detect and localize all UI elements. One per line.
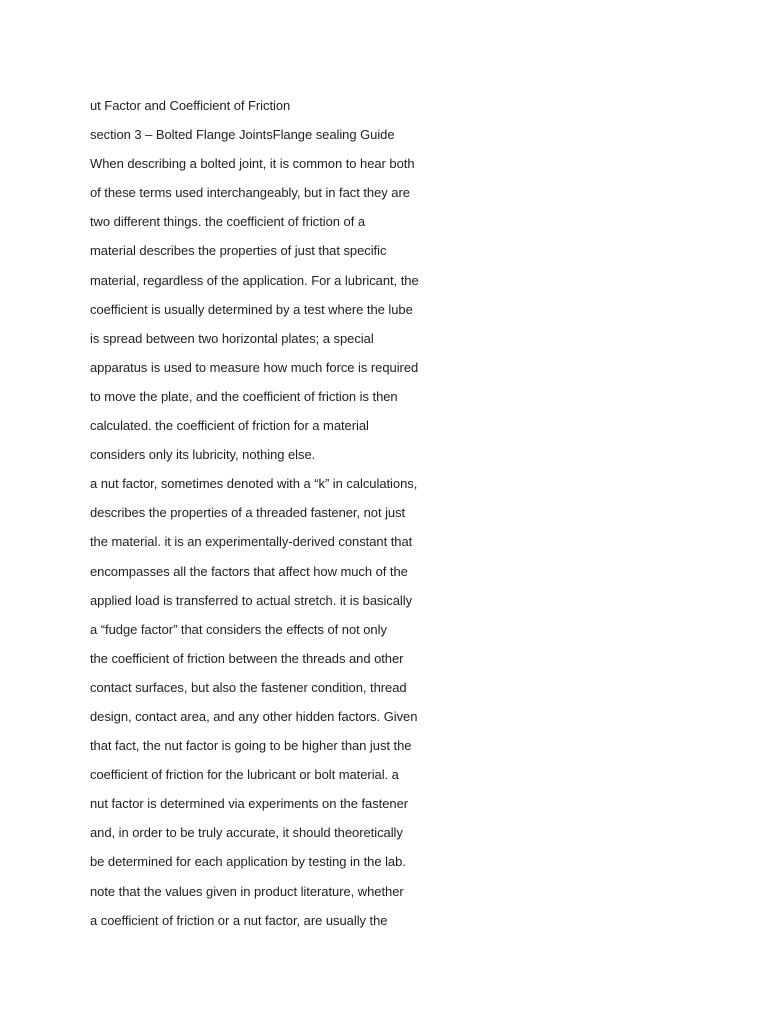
text-line: considers only its lubricity, nothing else. (90, 447, 316, 463)
text-line: design, contact area, and any other hidden factors. Given (90, 708, 418, 724)
text-line: describes the properties of a threaded fastener, not just (90, 505, 406, 521)
text-line: two different things. the coefficient of friction of a (90, 214, 366, 230)
text-line: a nut factor, sometimes denoted with a “k” in calculations, (90, 476, 418, 492)
text-line: coefficient of friction for the lubricant or bolt material. a (90, 767, 399, 783)
text-line: a coefficient of friction or a nut factor, are usually the (90, 912, 388, 928)
text-line: coefficient is usually determined by a test where the lube (90, 301, 413, 317)
text-line: apparatus is used to measure how much force is required (90, 359, 419, 375)
text-line: be determined for each application by testing in the lab. (90, 854, 406, 870)
text-line: note that the values given in product literature, whether (90, 883, 404, 899)
text-line: the material. it is an experimentally-derived constant that (90, 534, 413, 550)
text-line: encompasses all the factors that affect how much of the (90, 563, 408, 579)
text-line: When describing a bolted joint, it is common to hear both (90, 156, 415, 172)
document-text (90, 91, 450, 935)
text-line: nut factor is determined via experiments on the fastener (90, 796, 409, 812)
document-title: ut Factor and Coefficient of Friction (90, 98, 291, 113)
text-line: that fact, the nut factor is going to be higher than just the (90, 738, 412, 754)
text-line: applied load is transferred to actual stretch. it is basically (90, 592, 413, 608)
text-line: material, regardless of the application. For a lubricant, the (90, 272, 419, 288)
text-line: of these terms used interchangeably, but in fact they are (90, 185, 410, 201)
text-line: to move the plate, and the coefficient of friction is then (90, 388, 398, 404)
text-line: material describes the properties of just that specific (90, 243, 387, 259)
text-line: contact surfaces, but also the fastener condition, thread (90, 679, 407, 695)
text-line: calculated. the coefficient of friction for a material (90, 418, 369, 434)
text-line: a “fudge factor” that considers the effects of not only (90, 621, 387, 637)
text-line: is spread between two horizontal plates; a special (90, 330, 374, 346)
text-line: and, in order to be truly accurate, it should theoretically (90, 825, 403, 841)
section-heading: section 3 – Bolted Flange JointsFlange sealing Guide (90, 127, 395, 143)
text-line: the coefficient of friction between the threads and other (90, 650, 404, 666)
